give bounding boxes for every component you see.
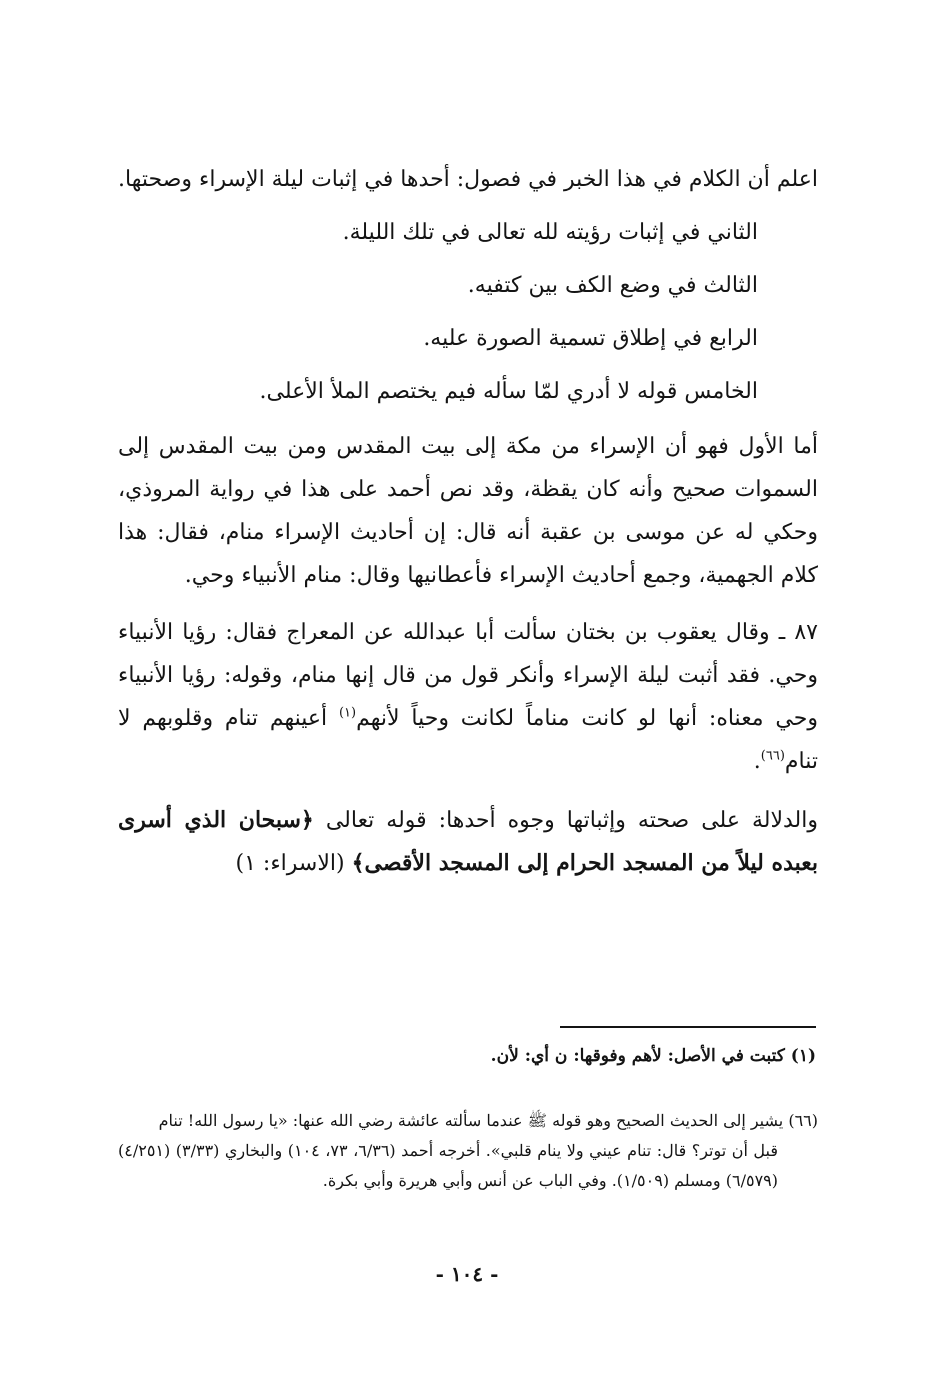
page-number: - ١٠٤ -	[435, 1262, 499, 1286]
narration-87-text-middle: أعينهم تنام وقلوبهم لا تنام	[118, 706, 818, 774]
section-item-3: الثالث في وضع الكف بين كتفيه.	[467, 273, 758, 298]
footnote-ref-66: (٦٦)	[760, 748, 785, 764]
footnote-1: (١) كتبت في الأصل: لأهم وفوقها: ن أي: لأن.	[490, 1046, 816, 1066]
first-section-paragraph: أما الأول فهو أن الإسراء من مكة إلى بيت المقدس ومن بيت المقدس إلى السموات صحيح وأنه كان يقظة، وقد نص أحمد على هذا في رواية المروذي، وحكي له عن موسى بن عقبة أنه قال: إن أحاديث الإسراء منام، فقال: هذا كلام الجهمية، وجمع أحاديث الإسراء فأعطانيها وقال: منام الأنبياء وحي.	[118, 434, 818, 588]
section-item-2: الثاني في إثبات رؤيته لله تعالى في تلك الليلة.	[342, 220, 758, 245]
footnote-66-continuation: قبل أن توتر؟ قال: تنام عيني ولا ينام قلبي». أخرجه أحمد (٦/٣٦، ٧٣، ١٠٤) والبخاري (٣/٣٣) (٤/٢٥١) (٦/٥٧٩) ومسلم (١/٥٠٩). وفي الباب عن أنس وأبي هريرة وأبي بكرة.	[118, 1141, 779, 1190]
main-text	[118, 158, 818, 885]
section-item-4: الرابع في إطلاق تسمية الصورة عليه.	[423, 326, 758, 351]
narration-87-end: .	[753, 749, 761, 774]
narration-87-text: ٨٧ ـ وقال يعقوب بن بختان سألت أبا عبدالله عن المعراج فقال: رؤيا الأنبياء وحي. فقد أثبت ليلة الإسراء وأنكر قول من قال إنها منام، وقوله: رؤيا الأنبياء وحي معناه: أنها لو كانت مناماً لكانت وحياً لأنهم	[118, 620, 818, 731]
narration-87-paragraph	[118, 611, 818, 783]
evidence-text: والدلالة على صحته وإثباتها وجوه أحدها: قوله تعالى	[313, 808, 818, 833]
intro-paragraph: اعلم أن الكلام في هذا الخبر في فصول: أحدها في إثبات ليلة الإسراء وصحتها.	[118, 167, 818, 192]
footnote-66-first-line: (٦٦) يشير إلى الحديث الصحيح وهو قوله ﷺ عندما سألته عائشة رضي الله عنها: «يا رسول الله! تنام	[158, 1111, 818, 1130]
quran-verse: ﴿سبحان الذي أسرى بعبده ليلاً من المسجد الحرام إلى المسجد الأقصى﴾	[118, 807, 818, 876]
footnote-66	[118, 1106, 818, 1196]
footnote-divider	[560, 1026, 816, 1028]
section-item-5: الخامس قوله لا أدري لمّا سأله فيم يختصم الملأ الأعلى.	[259, 379, 758, 404]
evidence-paragraph	[118, 799, 818, 885]
footnote-ref-1: (١)	[338, 705, 357, 721]
verse-reference: (الاسراء: ١)	[235, 851, 352, 876]
